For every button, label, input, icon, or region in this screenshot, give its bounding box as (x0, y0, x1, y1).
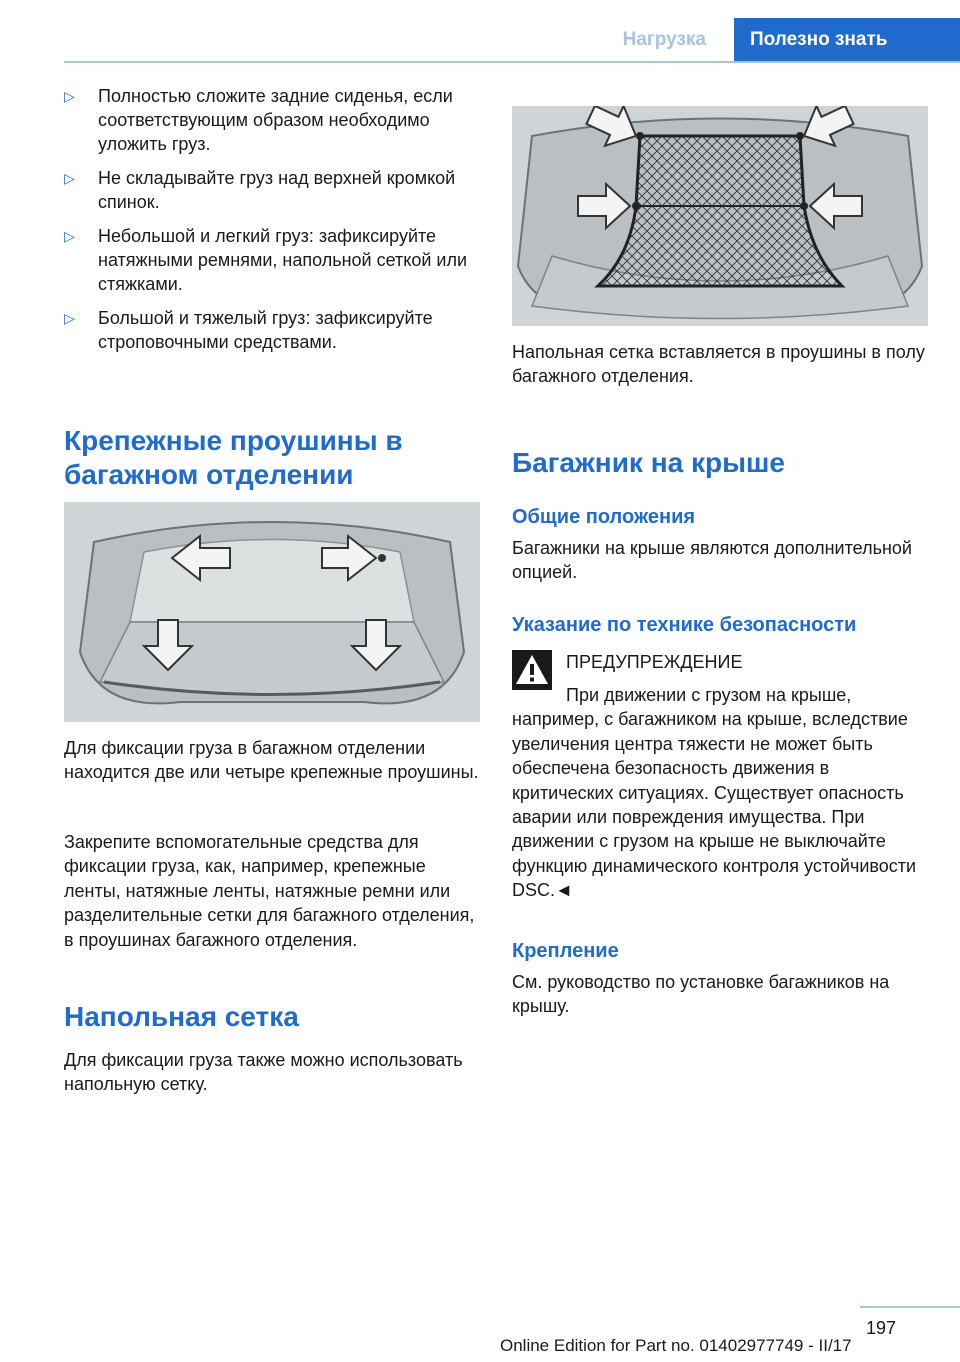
triangle-right-outline-icon: ▷ (64, 170, 75, 186)
footer-rule (860, 1306, 960, 1308)
floor-net-heading: Напольная сетка (64, 1001, 299, 1032)
warning-title: ПРЕДУПРЕЖДЕНИЕ (566, 652, 743, 672)
bullet-item (64, 166, 480, 214)
lashing-eyes-paragraph-1: Для фиксации груза в багажном отделении находится две или четыре крепежные проушины. (64, 738, 479, 783)
loading-bullet-list (64, 84, 480, 364)
header-section-title: Нагрузка (622, 29, 706, 50)
mounting-heading: Крепление (512, 940, 619, 962)
bullet-text: Не складывайте груз над верхней кромкой спинок. (98, 168, 456, 212)
floor-net-caption: Напольная сетка вставляется в проушины в полу багажного отделения. (512, 342, 925, 387)
general-provisions-heading: Общие положения (512, 506, 696, 528)
bullet-item (64, 224, 480, 296)
trunk-floor-net-svg (512, 106, 928, 326)
general-provisions-text: Багажники на крыше являются дополнительной опцией. (512, 538, 912, 583)
page-number: 197 (865, 1318, 896, 1338)
bullet-text: Большой и тяжелый груз: зафиксируйте строповочными средствами. (98, 308, 433, 352)
lashing-eyes-paragraph-2: Закрепите вспомогательные средства для фиксации груза, как, например, крепежные ленты, натяжные ленты, натяжные ремни или разделительные сетки для багажного отделения, в проушинах багажного отделения. (64, 832, 475, 950)
page-header (0, 0, 960, 62)
header-chapter-tab: Полезно знать (734, 18, 960, 62)
triangle-right-outline-icon: ▷ (64, 88, 75, 104)
trunk-lashing-eyes-svg (64, 502, 480, 722)
trunk-lashing-eyes-illustration (64, 502, 480, 722)
safety-note-heading: Указание по технике безопасности (512, 614, 857, 636)
warning-text: При движении с грузом на крыше, например, с багажником на крыше, вследствие увеличения центра тяжести не может быть обеспечена безопасность движения в критических ситуациях. Существует опасность аварии или повреждения имущества. При движении с грузом на крыше не выключайте функцию динамического контроля устойчивости DSC.◄ (512, 685, 917, 901)
triangle-right-outline-icon: ▷ (64, 310, 75, 326)
bullet-text: Полностью сложите задние сиденья, если соответствующим образом необходимо уложить груз. (98, 86, 453, 154)
roof-rack-heading: Багажник на крыше (512, 447, 785, 478)
mounting-text: См. руководство по установке багажников на крышу. (512, 972, 890, 1017)
bullet-text: Небольшой и легкий груз: зафиксируйте натяжными ремнями, напольной сеткой или стяжками. (98, 226, 468, 294)
lashing-eyes-heading: Крепежные проушины в багажном отделении (64, 425, 403, 490)
trunk-floor-net-illustration (512, 106, 928, 326)
edition-note: Online Edition for Part no. 01402977749 - II/17 (500, 1336, 852, 1355)
floor-net-paragraph: Для фиксации груза также можно использовать напольную сетку. (64, 1050, 463, 1095)
triangle-right-outline-icon: ▷ (64, 228, 75, 244)
bullet-item (64, 84, 480, 156)
header-rule (64, 61, 960, 63)
bullet-item (64, 306, 480, 354)
